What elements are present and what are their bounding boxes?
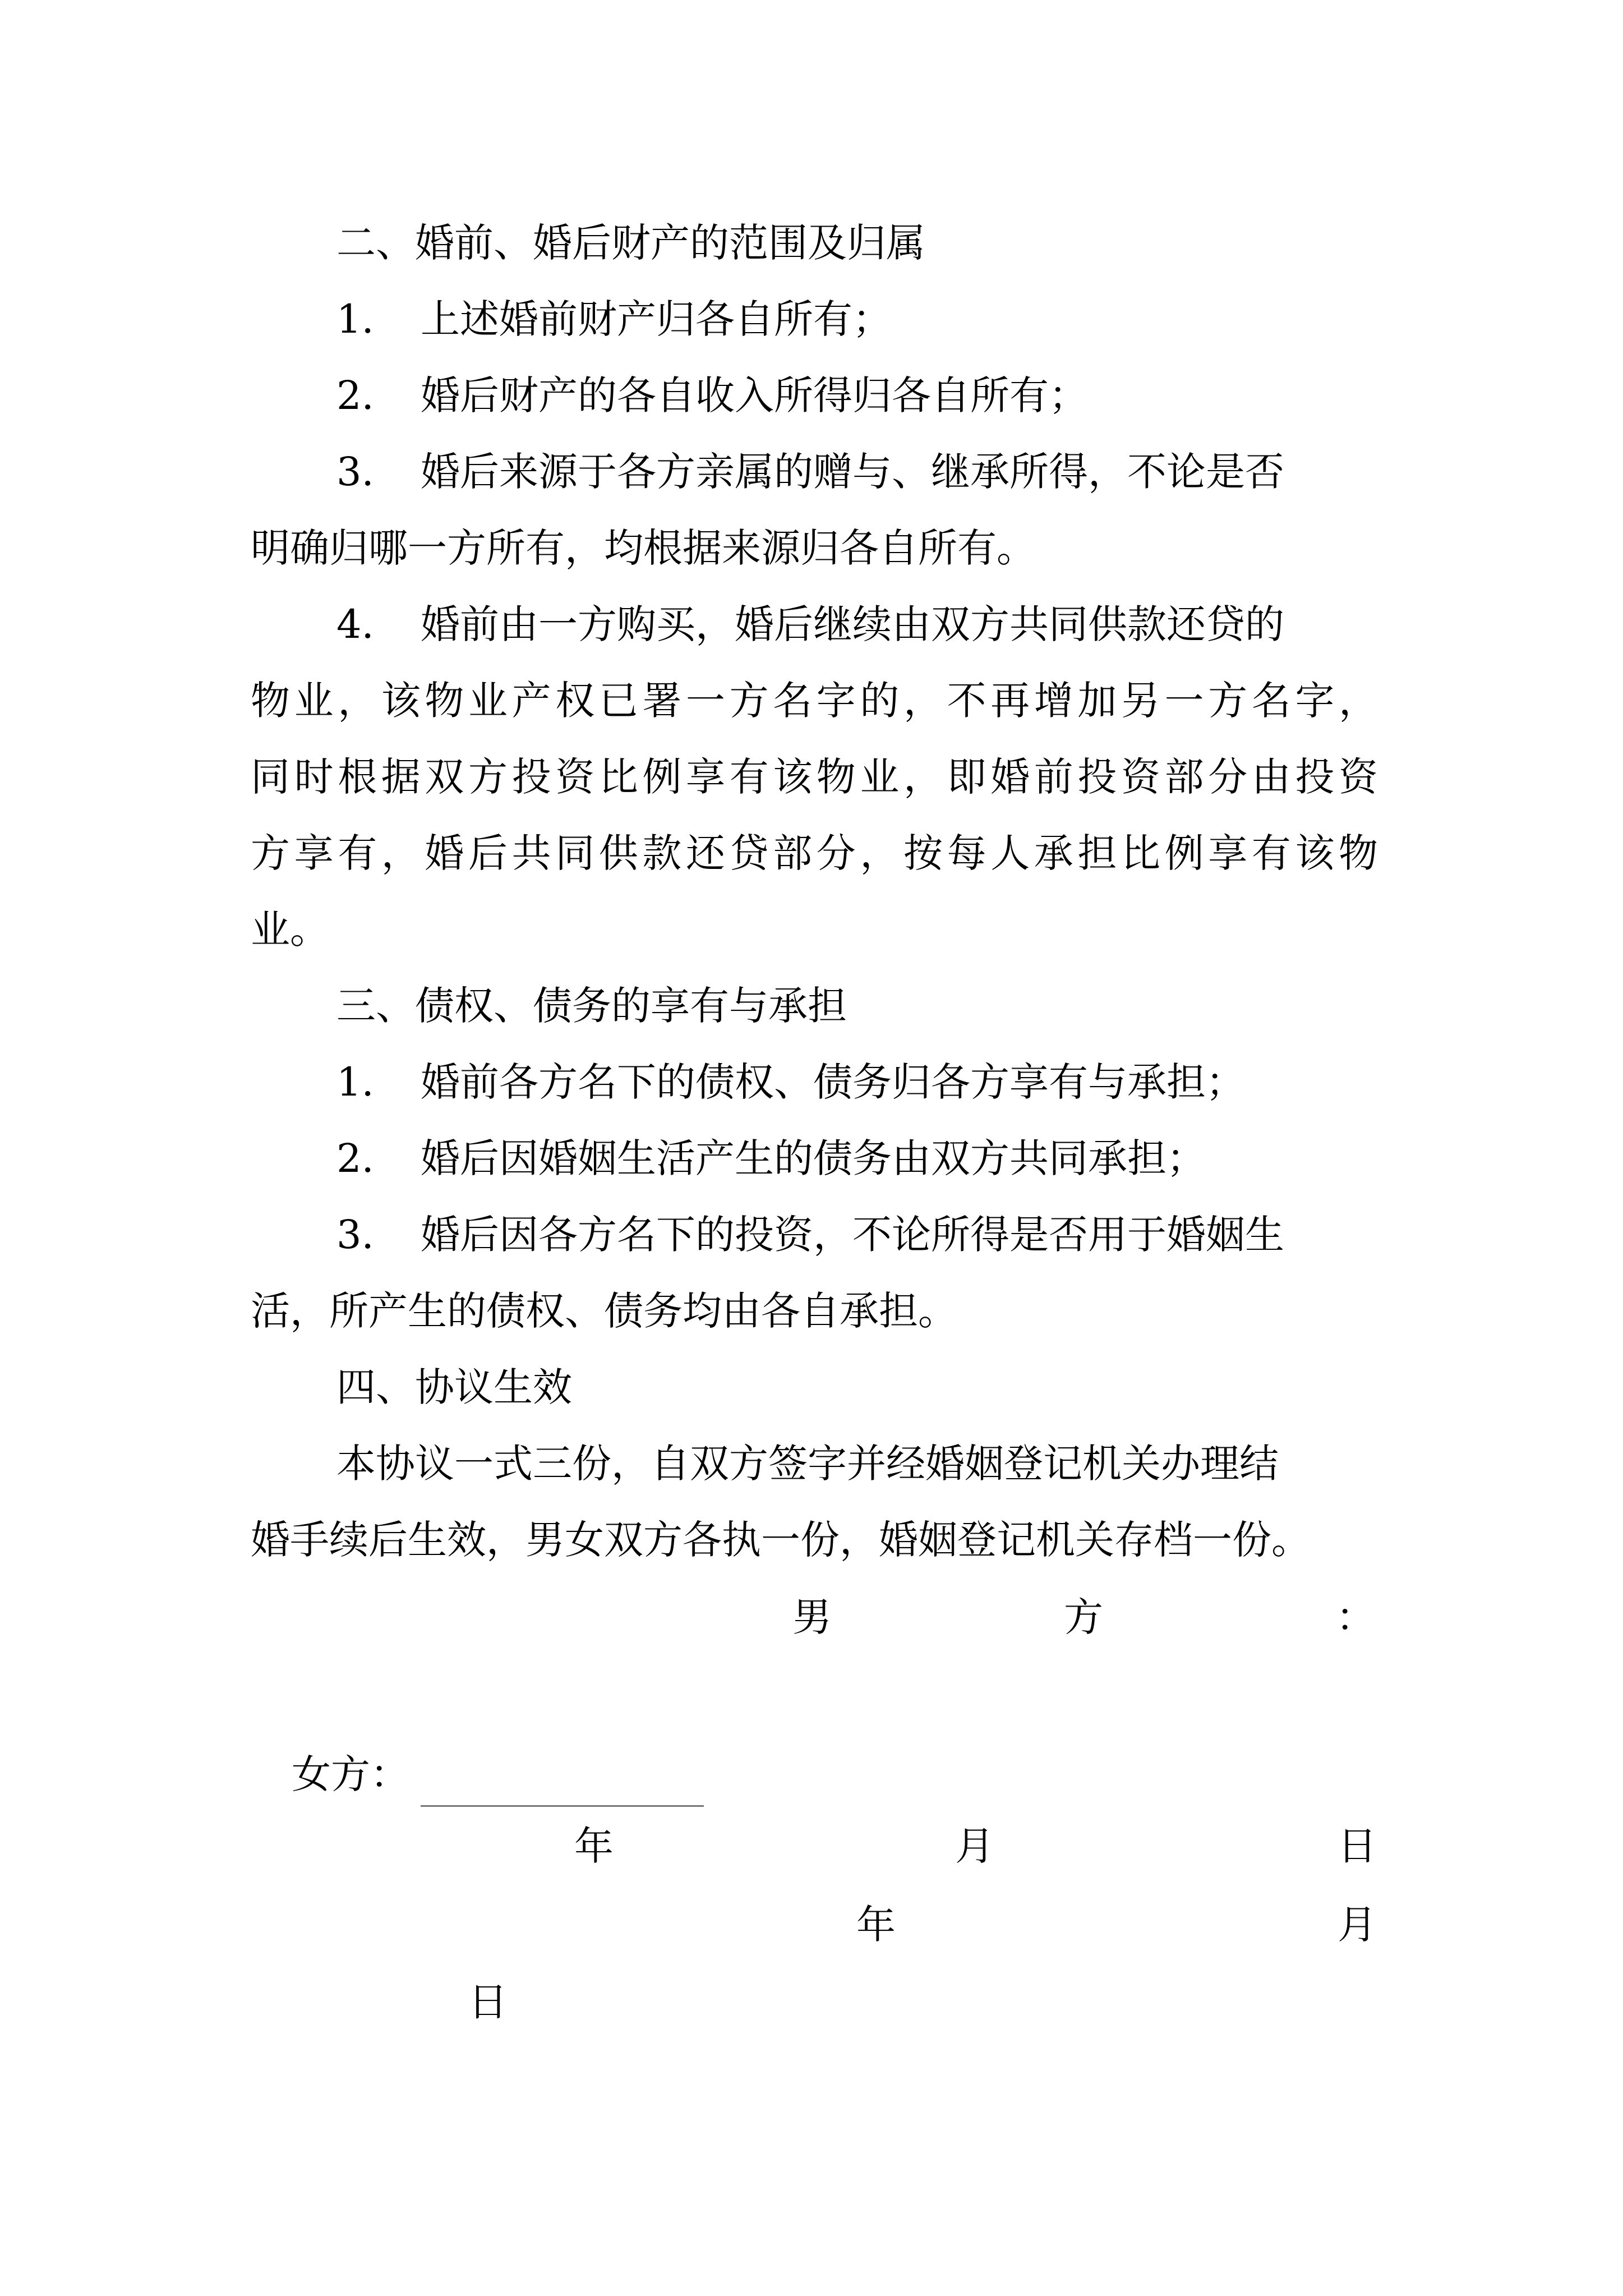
- section-4-heading: 四、协议生效: [336, 1364, 572, 1410]
- section-2-heading: 二、婚前、婚后财产的范围及归属: [336, 220, 925, 266]
- section-3-heading: 三、债权、债务的享有与承担: [336, 983, 847, 1029]
- date-2-day: 日: [468, 1979, 508, 2025]
- section-3-item-2: 2. 婚后因婚姻生活产生的债务由双方共同承担；: [336, 1135, 1206, 1181]
- section-2-item-3: 3. 婚后来源于各方亲属的赠与、继承所得，不论是否: [336, 449, 1284, 495]
- section-4-paragraph-cont: 婚手续后生效，男女双方各执一份，婚姻登记机关存档一份。: [251, 1517, 1311, 1563]
- section-4-paragraph: 本协议一式三份，自双方签字并经婚姻登记机关办理结: [336, 1441, 1279, 1487]
- date-1-year: 年: [574, 1823, 614, 1869]
- section-2-item-4-cont-2: 同时根据双方投资比例享有该物业，即婚前投资部分由投资: [251, 754, 1378, 800]
- section-3-item-1: 1. 婚前各方名下的债权、债务归各方享有与承担；: [336, 1059, 1245, 1105]
- section-2-item-4-cont-4: 业。: [251, 907, 329, 953]
- date-2-month: 月: [1338, 1902, 1377, 1948]
- section-2-item-4-cont-1: 物业，该物业产权已署一方名字的，不再增加另一方名字，: [251, 678, 1378, 724]
- section-2-item-4: 4. 婚前由一方购买，婚后继续由双方共同供款还贷的: [336, 601, 1284, 647]
- date-2-year: 年: [856, 1902, 896, 1948]
- section-2-item-2: 2. 婚后财产的各自收入所得归各自所有；: [336, 372, 1088, 418]
- female-label: 女方：: [292, 1751, 409, 1797]
- male-label-char-1: 男: [792, 1594, 832, 1640]
- section-2-item-1: 1. 上述婚前财产归各自所有；: [336, 296, 892, 342]
- section-3-item-3-cont: 活，所产生的债权、债务均由各自承担。: [251, 1288, 957, 1334]
- date-1-day: 日: [1338, 1823, 1377, 1869]
- male-label-colon: ：: [1336, 1594, 1375, 1640]
- date-1-month: 月: [955, 1823, 994, 1869]
- female-signature-line: [421, 1805, 704, 1807]
- male-label-char-2: 方: [1064, 1594, 1103, 1640]
- section-3-item-3: 3. 婚后因各方名下的投资，不论所得是否用于婚姻生: [336, 1212, 1284, 1258]
- section-2-item-4-cont-3: 方享有，婚后共同供款还贷部分，按每人承担比例享有该物: [251, 830, 1378, 876]
- section-2-item-3-cont: 明确归哪一方所有，均根据来源归各自所有。: [251, 525, 1036, 571]
